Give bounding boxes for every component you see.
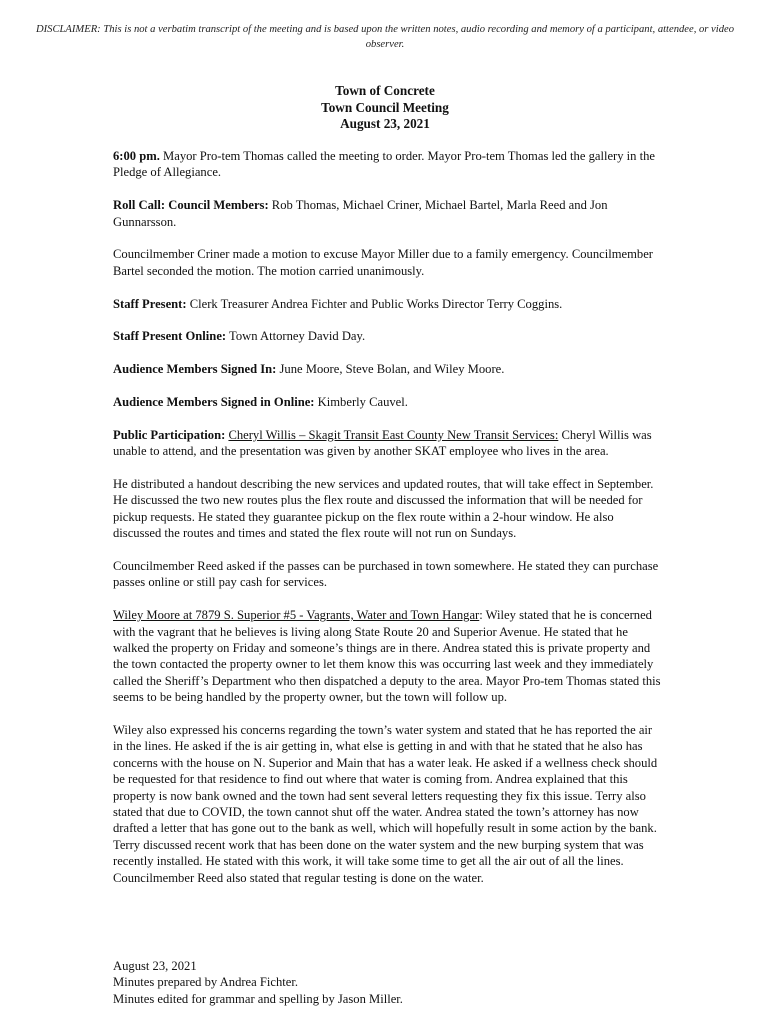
audience-online-text: Kimberly Cauvel.	[314, 395, 408, 409]
roll-call-label: Roll Call: Council Members:	[113, 198, 269, 213]
staff-online-paragraph	[113, 328, 661, 344]
public-participation-text: Cheryl Willis was unable to attend, and the presentation was given by another SKAT employee who lives in the area.	[113, 427, 652, 459]
minutes-body	[113, 148, 661, 903]
roll-call-paragraph	[113, 197, 661, 230]
audience-in-text: June Moore, Steve Bolan, and Wiley Moore.	[276, 362, 505, 377]
document-title	[0, 83, 770, 133]
staff-online-text: Town Attorney David Day.	[226, 329, 366, 344]
page-footer	[113, 958, 403, 1007]
call-to-order-paragraph	[113, 148, 661, 181]
footer-edited-by: Minutes edited for grammar and spelling by Jason Miller.	[113, 991, 403, 1006]
footer-date: August 23, 2021	[113, 959, 197, 973]
wiley-vagrants-text: : Wiley stated that he is concerned with the vagrant that he believes is living along State Route 20 and Superior Avenue. He stated that he walked the property on Friday and someone’s things are in there. Andrea stated this is private property and the town contacted the property owner to let them know this was occurring last week and they immediately called the Sheriff’s Department who then dispatched a deputy to the area. Mayor Pro-tem Thomas stated this seems to be being handled by the property owner, but the town will follow up.	[113, 608, 661, 705]
wiley-vagrants-topic: Wiley Moore at 7879 S. Superior #5 - Vagrants, Water and Town Hangar	[113, 608, 480, 623]
staff-present-paragraph	[113, 296, 661, 312]
staff-online-label: Staff Present Online:	[113, 329, 227, 344]
wiley-water-paragraph: Wiley also expressed his concerns regarding the town’s water system and stated that he has reported the air in the lines. He asked if the is air getting in, what else is getting in and with that he stated that he also has concerns with the house on N. Superior and Main that has a water leak. He asked if a wellness check should be requested for that residence to find out where that water is coming from. Andrea explained that this property is now bank owned and the town had sent several letters requesting they fix this issue. Terry also stated that due to COVID, the town cannot shut off the water. Andrea stated the town’s attorney has now drafted a letter that has gone out to the bank as well, which will hopefully result in some action by the bank. Terry discussed recent work that has been done on the water system and the new burping system that was recently installed. He stated with this work, it will take some time to get all the air out of all the lines. Councilmember Reed also stated that regular testing is done on the water.	[113, 723, 658, 885]
audience-in-paragraph	[113, 361, 661, 377]
wiley-vagrants-paragraph	[113, 607, 661, 705]
disclaimer: DISCLAIMER: This is not a verbatim transcript of the meeting and is based upon the written notes, audio recording and memory of a participant, attendee, or video observer.	[35, 24, 735, 50]
footer-prepared-by: Minutes prepared by Andrea Fichter.	[113, 975, 299, 990]
staff-present-label: Staff Present:	[113, 296, 187, 311]
call-to-order-label: 6:00 pm.	[113, 149, 160, 163]
town-name: Town of Concrete	[335, 83, 435, 98]
audience-in-label: Audience Members Signed In:	[113, 362, 277, 377]
transit-passes-paragraph: Councilmember Reed asked if the passes can be purchased in town somewhere. He stated they can purchase passes online or still pay cash for services.	[113, 559, 659, 590]
public-participation-paragraph	[113, 427, 661, 460]
meeting-name: Town Council Meeting	[321, 99, 449, 115]
audience-online-label: Audience Members Signed in Online:	[113, 395, 315, 409]
excuse-motion-paragraph: Councilmember Criner made a motion to excuse Mayor Miller due to a family emergency. Councilmember Bartel seconded the motion. The motion carried unanimously.	[113, 247, 653, 278]
meeting-date: August 23, 2021	[340, 116, 430, 131]
audience-online-paragraph	[113, 394, 661, 410]
transit-handout-paragraph: He distributed a handout describing the new services and updated routes, that will take effect in September. He discussed the two new routes plus the flex route and discussed the information that will be needed for pickup requests. He stated they guarantee pickup on the flex route within a 2-hour window. He also discussed the routes and times and stated the flex route will not run on Sundays.	[113, 477, 654, 541]
roll-call-text: Rob Thomas, Michael Criner, Michael Bartel, Marla Reed and Jon Gunnarsson.	[113, 198, 608, 229]
call-to-order-text: Mayor Pro-tem Thomas called the meeting to order. Mayor Pro-tem Thomas led the gallery in the Pledge of Allegiance.	[113, 149, 656, 180]
public-participation-label: Public Participation:	[113, 427, 226, 442]
staff-present-text: Clerk Treasurer Andrea Fichter and Public Works Director Terry Coggins.	[186, 296, 563, 311]
public-participation-topic: Cheryl Willis – Skagit Transit East County New Transit Services:	[228, 427, 559, 442]
